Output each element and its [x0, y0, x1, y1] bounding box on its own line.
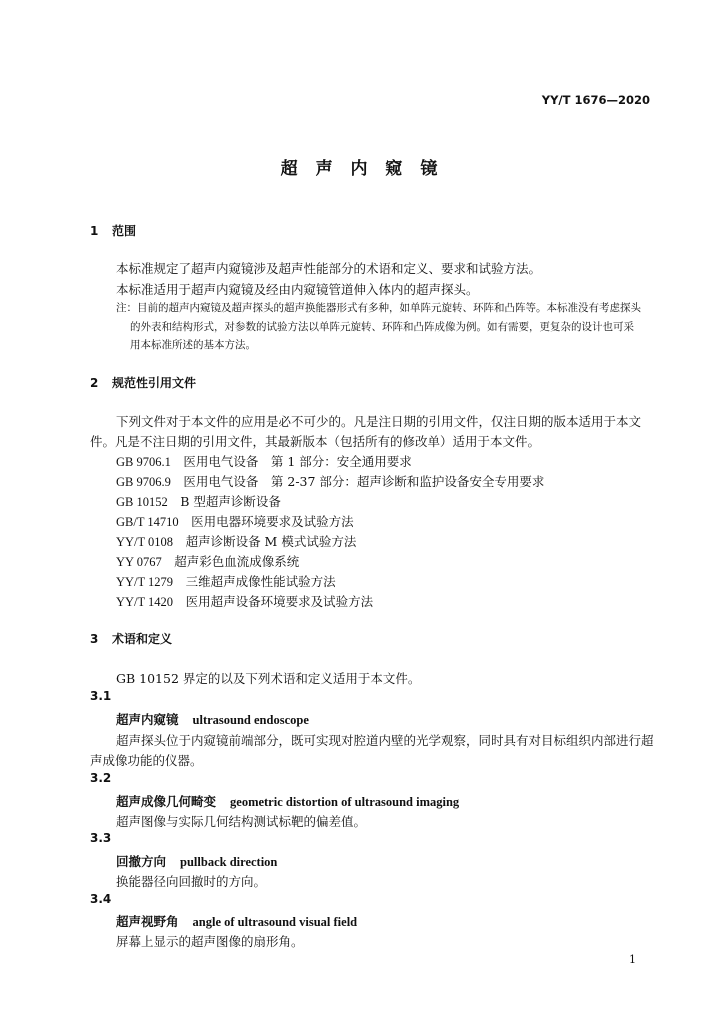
reference-code: YY 0767	[116, 555, 162, 569]
term-heading	[116, 792, 459, 810]
reference-item	[116, 552, 299, 570]
term-zh: 超声视野角	[116, 914, 179, 929]
term-en: angle of ultrasound visual field	[192, 915, 358, 929]
section-number: 3	[90, 632, 99, 646]
reference-code: YY/T 1420	[116, 595, 174, 609]
page-title: 超 声 内 窥 镜	[280, 159, 444, 179]
reference-code: GB/T 14710	[116, 515, 179, 529]
reference-item	[116, 572, 336, 590]
section-heading-2	[90, 374, 196, 391]
reference-title: 超声诊断设备 M 模式试验方法	[185, 534, 357, 549]
term-number: 3.4	[90, 892, 112, 906]
term-en: pullback direction	[180, 855, 278, 869]
reference-item	[116, 532, 356, 550]
reference-item	[116, 512, 354, 530]
reference-title: 医用电器环境要求及试验方法	[191, 514, 354, 529]
reference-title: 医用电气设备 第 2-37 部分：超声诊断和监护设备安全专用要求	[183, 474, 545, 489]
note-line: 用本标准所述的基本方法。	[130, 339, 256, 351]
reference-item	[116, 452, 412, 470]
section-number: 1	[90, 224, 99, 238]
note-line: 注：目前的超声内窥镜及超声探头的超声换能器形式有多种，如单阵元旋转、环阵和凸阵等。本标准没有考虑探头	[116, 302, 641, 314]
term-definition: 换能器径向回撤时的方向。	[116, 874, 267, 889]
term-number: 3.3	[90, 831, 112, 845]
term-definition: 超声探头位于内窥镜前端部分，既可实现对腔道内壁的光学观察，同时具有对目标组织内部进行超	[116, 733, 654, 748]
term-heading	[116, 710, 309, 728]
term-definition: 超声图像与实际几何结构测试标靶的偏差值。	[116, 814, 367, 829]
section-title: 范围	[112, 224, 137, 238]
reference-code: YY/T 1279	[116, 575, 174, 589]
reference-item	[116, 592, 373, 610]
section-heading-3	[90, 630, 172, 647]
term-heading	[116, 912, 357, 930]
term-number: 3.1	[90, 689, 112, 703]
section-title: 规范性引用文件	[112, 376, 197, 390]
paragraph: GB 10152 界定的以及下列术语和定义适用于本文件。	[116, 671, 421, 686]
term-zh: 超声内窥镜	[116, 712, 179, 727]
term-number: 3.2	[90, 771, 112, 785]
term-definition: 屏幕上显示的超声图像的扇形角。	[116, 934, 304, 949]
term-en: geometric distortion of ultrasound imaging	[230, 795, 460, 809]
reference-item	[116, 472, 544, 490]
paragraph: 本标准适用于超声内窥镜及经由内窥镜管道伸入体内的超声探头。	[116, 282, 479, 297]
term-definition: 声成像功能的仪器。	[90, 753, 203, 768]
reference-code: GB 10152	[116, 495, 168, 509]
section-heading-1	[90, 222, 136, 239]
section-number: 2	[90, 376, 99, 390]
reference-title: 医用电气设备 第 1 部分：安全通用要求	[183, 454, 412, 469]
reference-code: GB 9706.9	[116, 475, 171, 489]
section-title: 术语和定义	[112, 632, 173, 646]
reference-item	[116, 492, 281, 510]
reference-title: 三维超声成像性能试验方法	[185, 574, 336, 589]
paragraph: 件。凡是不注日期的引用文件，其最新版本（包括所有的修改单）适用于本文件。	[90, 434, 541, 449]
term-en: ultrasound endoscope	[192, 713, 309, 727]
reference-title: 超声彩色血流成像系统	[174, 554, 300, 569]
reference-code: YY/T 0108	[116, 535, 174, 549]
note-line: 的外表和结构形式，对参数的试验方法以单阵元旋转、环阵和凸阵成像为例。如有需要，更复杂的设计也可采	[130, 321, 634, 333]
page-number: 1	[629, 953, 636, 966]
term-zh: 回撤方向	[116, 854, 167, 869]
document-number: YY/T 1676—2020	[541, 93, 650, 107]
reference-code: GB 9706.1	[116, 455, 171, 469]
paragraph: 下列文件对于本文件的应用是必不可少的。凡是注日期的引用文件，仅注日期的版本适用于本文	[116, 414, 642, 429]
term-zh: 超声成像几何畸变	[116, 794, 217, 809]
term-heading	[116, 852, 277, 870]
paragraph: 本标准规定了超声内窥镜涉及超声性能部分的术语和定义、要求和试验方法。	[116, 261, 542, 276]
reference-title: 医用超声设备环境要求及试验方法	[185, 594, 374, 609]
reference-title: B 型超声诊断设备	[180, 494, 281, 509]
